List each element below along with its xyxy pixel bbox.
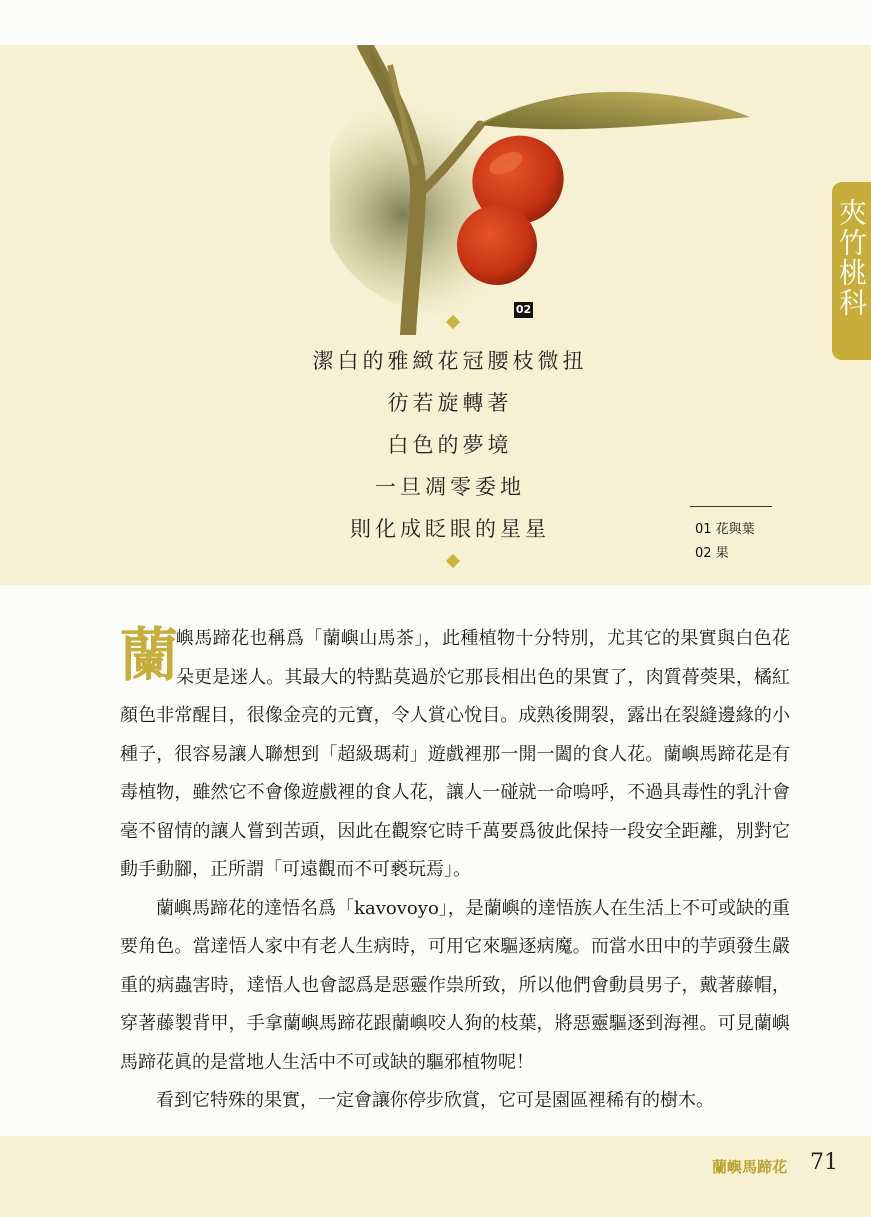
drop-cap: 蘭	[120, 621, 179, 689]
chapter-tab-label: 夾竹桃科	[835, 198, 868, 318]
paragraph-1	[120, 620, 790, 890]
fruit-photo	[330, 45, 760, 335]
footer-title: 蘭嶼馬蹄花	[712, 1158, 788, 1176]
caption-2: 02 果	[695, 546, 729, 561]
paragraph-1-text: 嶼馬蹄花也稱爲「蘭嶼山馬茶」，此種植物十分特別，尤其它的果實與白色花朵更是迷人。其最大的特點莫過於它那長相出色的果實了，肉質蓇葖果，橘紅顏色非常醒目，很像金亮的元寶，令人賞心悅目。成熟後開裂，露出在裂縫邊緣的小種子，很容易讓人聯想到「超級瑪莉」遊戲裡那一開一闔的食人花。蘭嶼馬蹄花是有毒植物，雖然它不會像遊戲裡的食人花，讓人一碰就一命嗚呼，不過具毒性的乳汁會毫不留情的讓人嘗到苦頭，因此在觀察它時千萬要爲彼此保持一段安全距離，別對它動手動腳，正所謂「可遠觀而不可褻玩焉」。	[120, 628, 790, 880]
paragraph-3: 看到它特殊的果實，一定會讓你停步欣賞，它可是園區裡稀有的樹木。	[156, 1090, 714, 1111]
poem	[250, 340, 650, 550]
poem-line: 一旦凋零委地	[375, 475, 525, 499]
figure-badge: 02	[515, 303, 532, 316]
poem-line: 潔白的雅緻花冠腰枝微扭	[312, 349, 588, 373]
chapter-tab	[832, 182, 871, 360]
page-number: 71	[810, 1150, 838, 1175]
poem-line: 則化成眨眼的星星	[350, 517, 550, 541]
caption-divider	[690, 506, 772, 507]
body-text	[120, 620, 790, 1121]
poem-line: 白色的夢境	[387, 433, 513, 457]
caption-1: 01 花與葉	[695, 522, 755, 537]
paragraph-2: 蘭嶼馬蹄花的達悟名爲「kavovoyo」，是蘭嶼的達悟族人在生活上不可或缺的重要角色。當達悟人家中有老人生病時，可用它來驅逐病魔。而當水田中的芋頭發生嚴重的病蟲害時，達悟人也會認爲是惡靈作祟所致，所以他們會動員男子，戴著藤帽，穿著藤製背甲，手拿蘭嶼馬蹄花跟蘭嶼咬人狗的枝葉，將惡靈驅逐到海裡。可見蘭嶼馬蹄花眞的是當地人生活中不可或缺的驅邪植物呢！	[120, 897, 790, 1073]
poem-line: 彷若旋轉著	[387, 391, 513, 415]
